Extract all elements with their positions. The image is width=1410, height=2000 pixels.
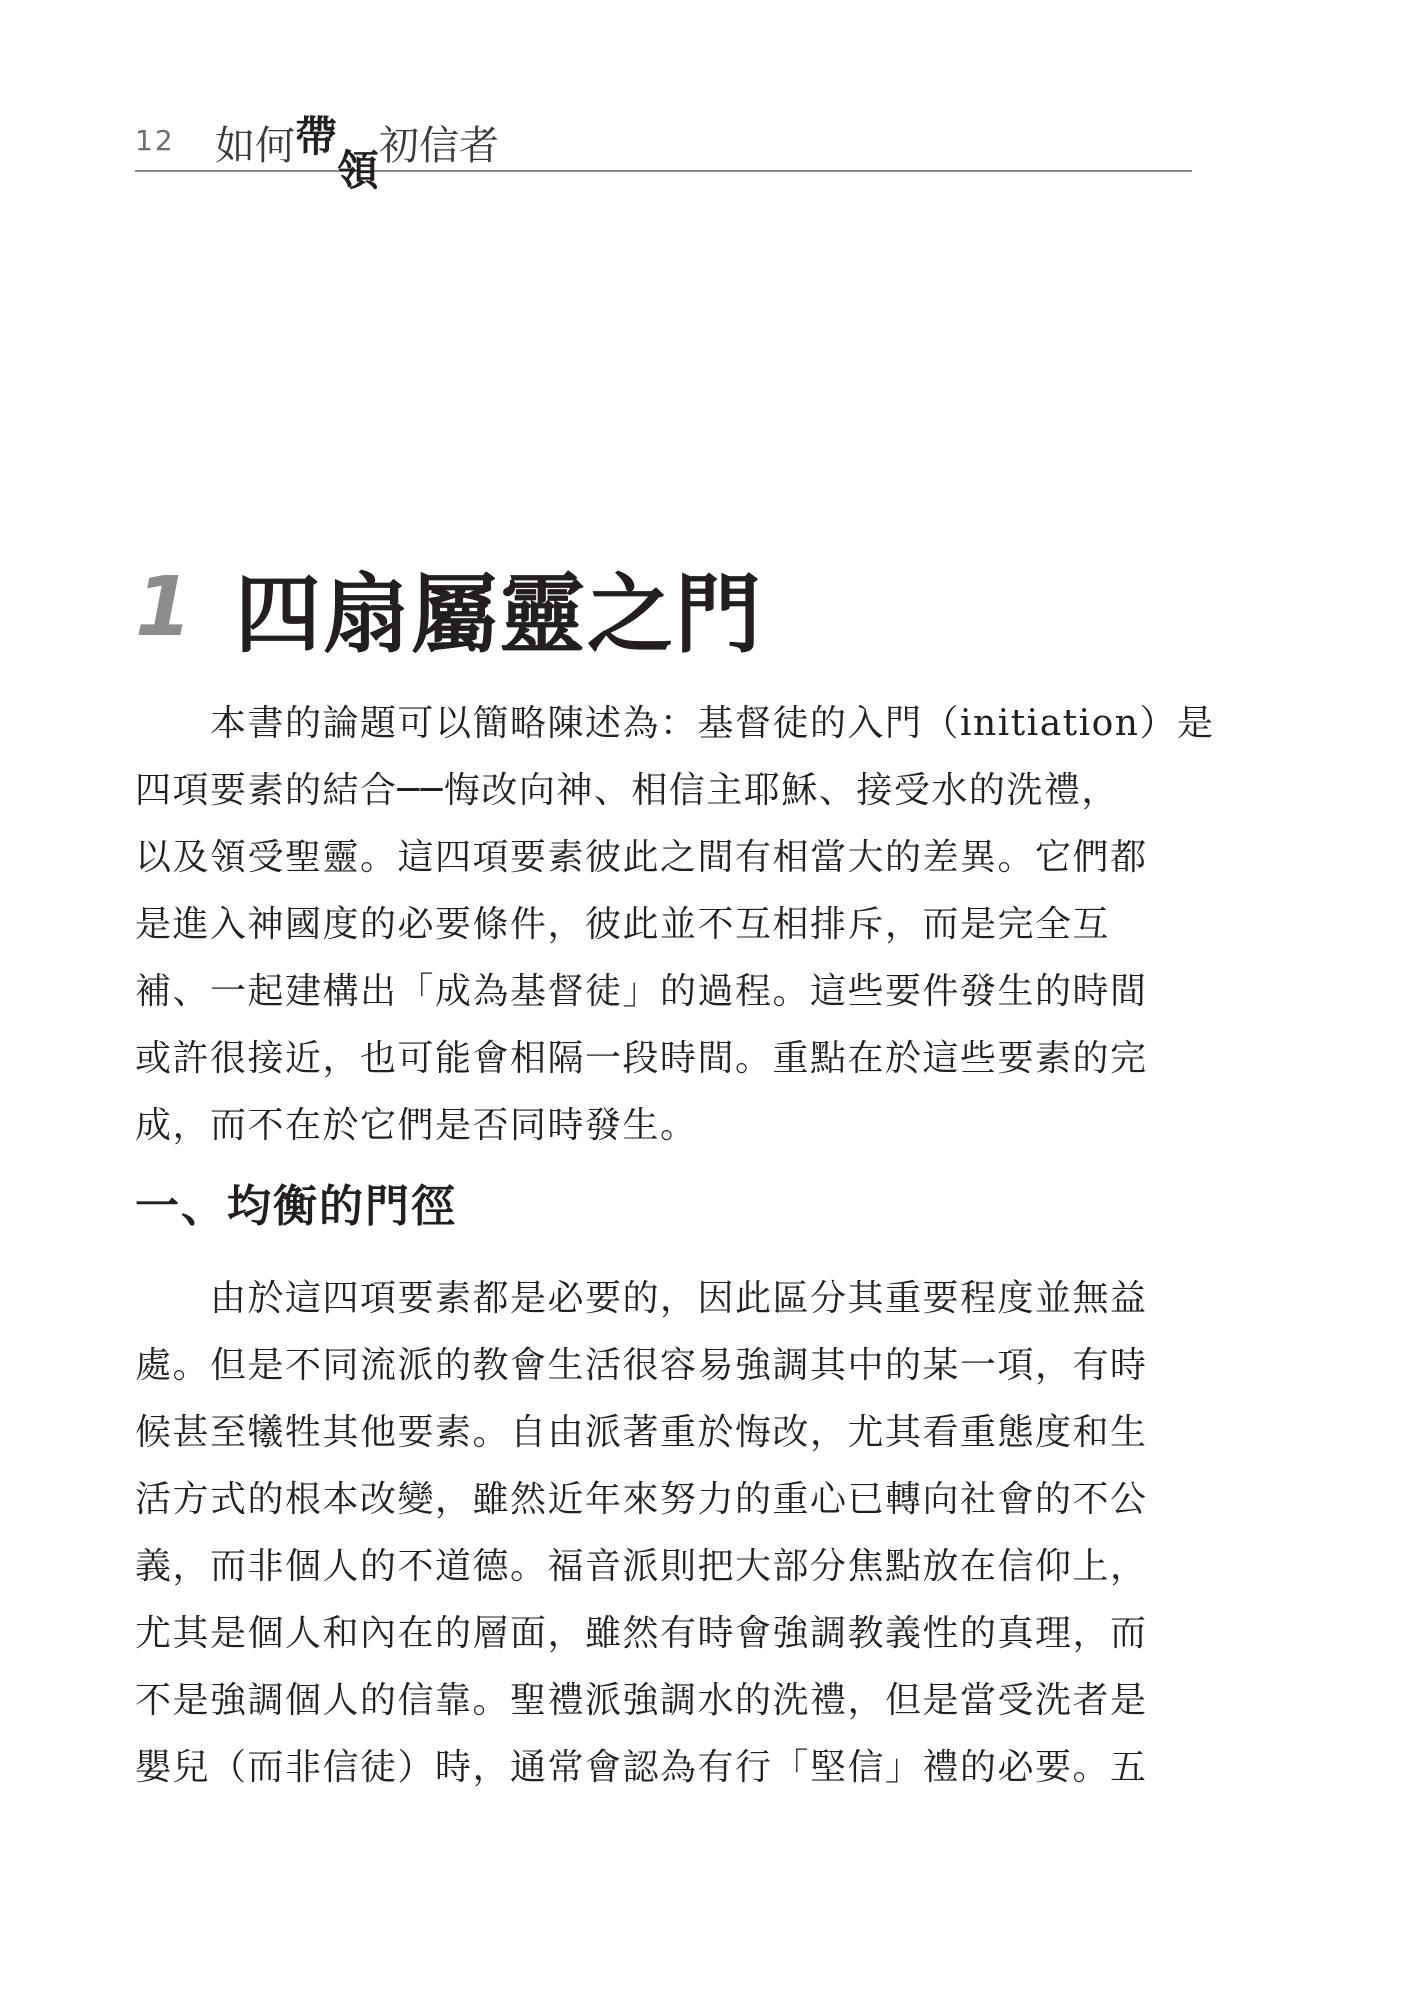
paragraph-line: 尤其是個人和內在的層面，雖然有時會強調教義性的真理，而 xyxy=(135,1613,1148,1654)
chapter-heading xyxy=(135,545,763,665)
chapter-number: 1 xyxy=(135,559,193,655)
book-title-emph-2: 領 xyxy=(337,146,380,195)
paragraph-line: 或許很接近，也可能會相隔一段時間。重點在於這些要素的完 xyxy=(135,1038,1148,1079)
paragraph-line: 義，而非個人的不道德。福音派則把大部分焦點放在信仰上， xyxy=(135,1546,1148,1587)
paragraph-line: 本書的論題可以簡略陳述為：基督徒的入門（initiation）是 xyxy=(135,703,1215,744)
paragraph-line: 不是強調個人的信靠。聖禮派強調水的洗禮，但是當受洗者是 xyxy=(135,1680,1148,1721)
book-title-emph-1: 帶 xyxy=(295,112,338,161)
paragraph-balanced-approach xyxy=(135,1265,1225,1801)
paragraph-line: 補、一起建構出「成為基督徒」的過程。這些要件發生的時間 xyxy=(135,971,1148,1012)
book-title xyxy=(215,112,500,195)
paragraph-line: 活方式的根本改變，雖然近年來努力的重心已轉向社會的不公 xyxy=(135,1479,1148,1520)
paragraph-line: 四項要素的結合──悔改向神、相信主耶穌、接受水的洗禮， xyxy=(135,770,1119,811)
paragraph-line: 候甚至犧牲其他要素。自由派著重於悔改，尤其看重態度和生 xyxy=(135,1412,1148,1453)
paragraph-line: 以及領受聖靈。這四項要素彼此之間有相當大的差異。它們都 xyxy=(135,837,1148,878)
paragraph-line: 是進入神國度的必要條件，彼此並不互相排斥，而是完全互 xyxy=(135,904,1111,945)
chapter-title: 四扇屬靈之門 xyxy=(235,564,763,665)
book-title-part1: 如何 xyxy=(215,123,295,169)
running-head xyxy=(135,100,1192,195)
paragraph-line: 嬰兒（而非信徒）時，通常會認為有行「堅信」禮的必要。五 xyxy=(135,1747,1148,1788)
paragraph-line: 成，而不在於它們是否同時發生。 xyxy=(135,1105,698,1146)
paragraph-line: 由於這四項要素都是必要的，因此區分其重要程度並無益 xyxy=(135,1278,1148,1319)
section-heading: 一、均衡的門徑 xyxy=(135,1181,457,1232)
book-title-part2: 初信者 xyxy=(379,123,500,169)
paragraph-line: 處。但是不同流派的教會生活很容易強調其中的某一項，有時 xyxy=(135,1345,1148,1386)
paragraph-intro xyxy=(135,690,1225,1159)
page-number: 12 xyxy=(135,124,175,157)
